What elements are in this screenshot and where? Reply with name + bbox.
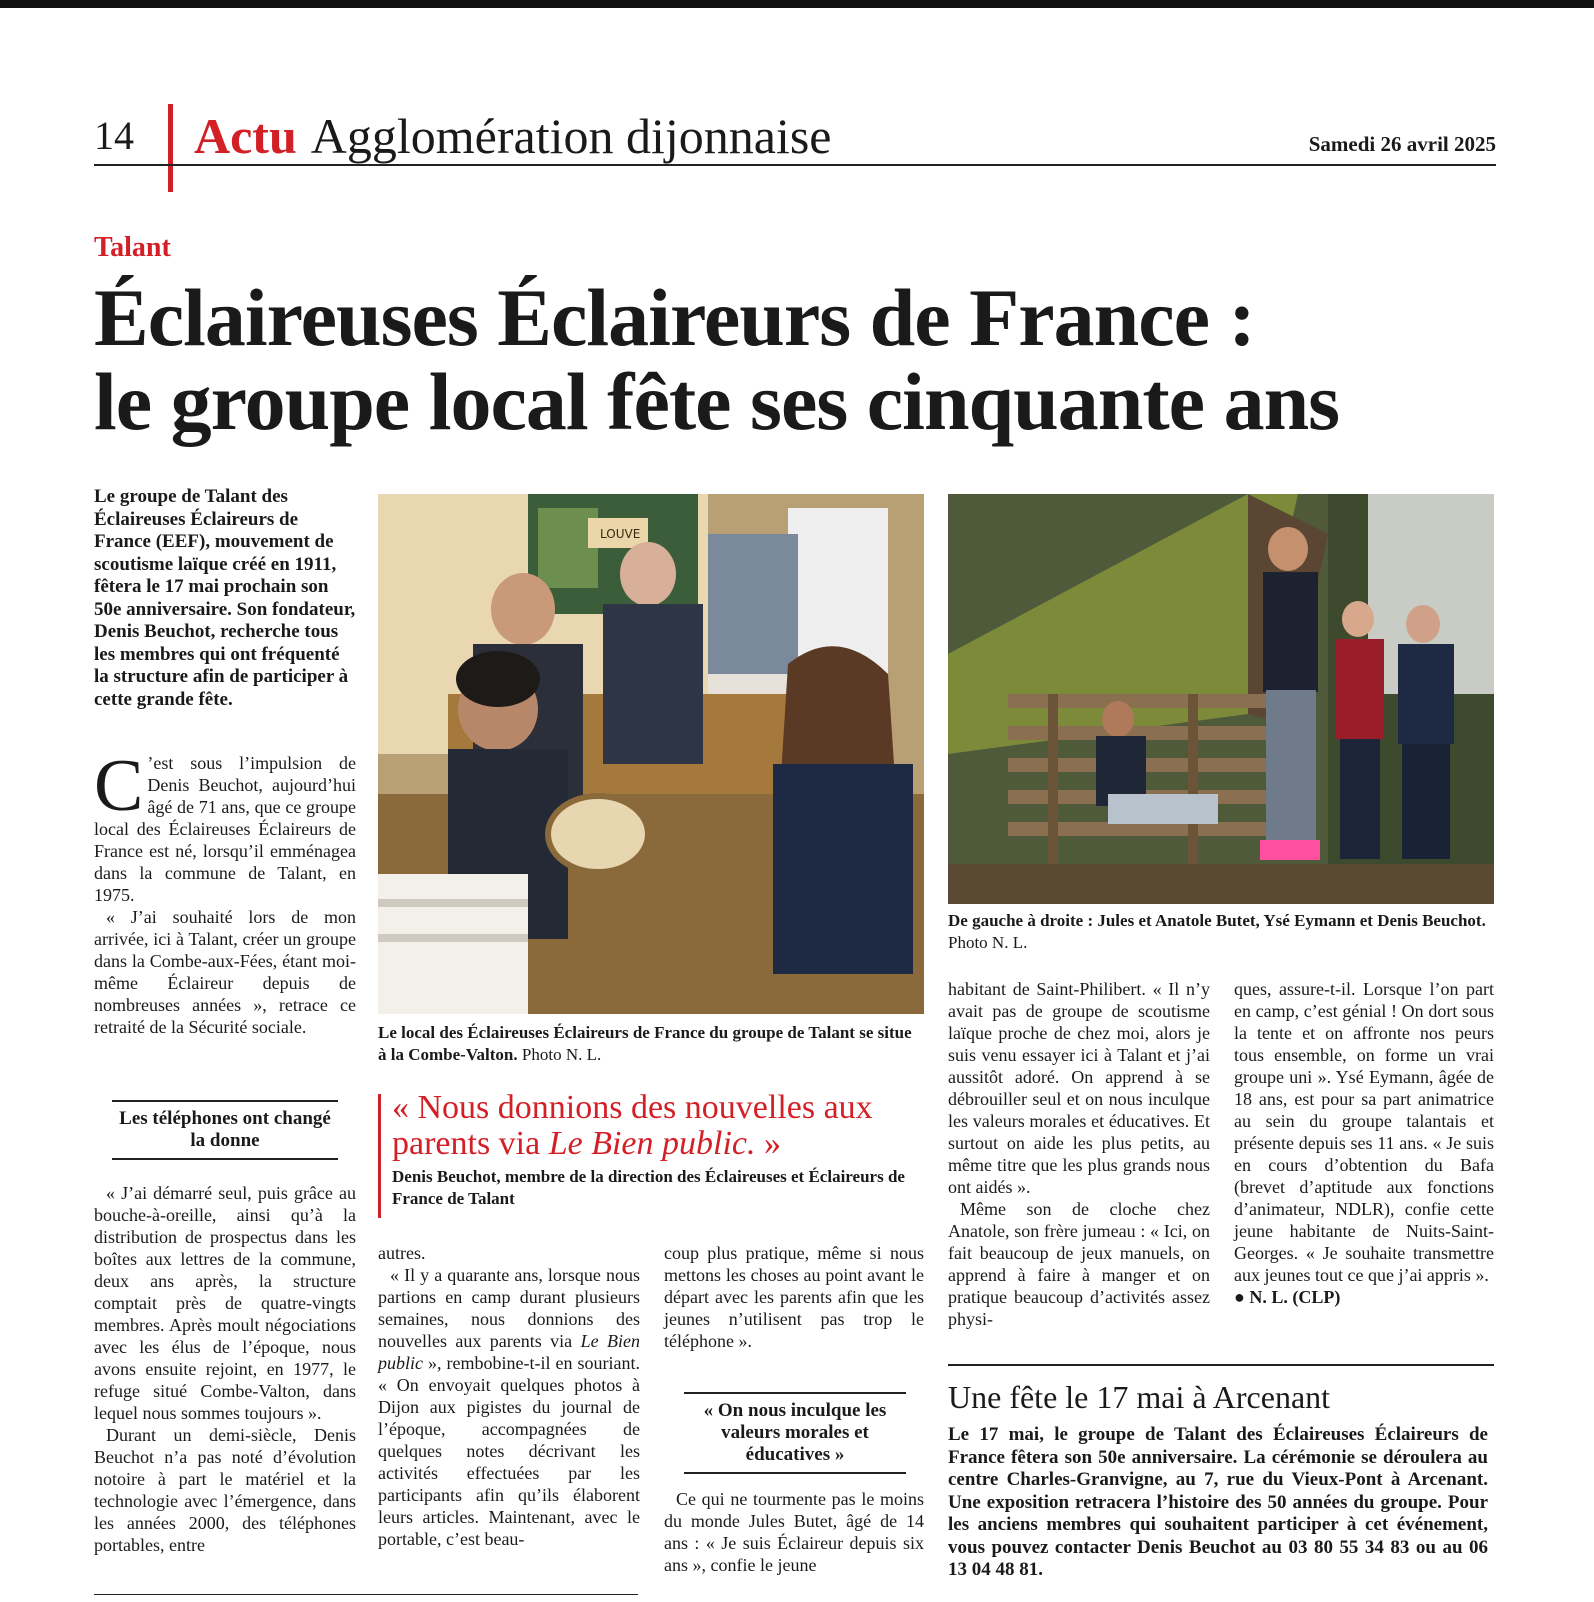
photo-1-credit: Photo N. L. [521, 1045, 602, 1064]
column-3-bottom [664, 1488, 924, 1576]
photo-local-interior [378, 494, 924, 1014]
paragraph: Même son de cloche chez Anatole, son frère jumeau : « Ici, on fait beaucoup de jeux manuels, on apprend à faire à manger et on pratique beaucoup d’activités assez physi- [948, 1199, 1210, 1329]
section-marker [168, 104, 173, 192]
box-body: Le 17 mai, le groupe de Talant des Éclaireuses Éclaireurs de France fêtera son 50e anniversaire. La cérémonie se déroulera au centre Charles-Granvigne, au 7, rue du Vieux-Pont à Arcenant. Une exposition retracera l’histoire des 50 années du groupe. Pour les anciens membres qui souhaitent participer à cet événement, vous pouvez contacter Denis Beuchot au 03 80 55 34 83 ou au 06 13 04 48 81. [948, 1424, 1488, 1580]
paragraph: « Il y a quarante ans, lorsque nous partions en camp durant plusieurs semaines, nous donnions des nouvelles aux parents via Le Bien public », rembobine-t-il en souriant. « On envoyait quelques photos à Dijon aux pigistes du journal de l’époque, accompagnées de quelques notes décrivant les activités effectuées par les participants afin qu’ils élaborent leurs articles. Maintenant, avec le portable, c’est beau- [378, 1265, 640, 1549]
photo-2-caption: De gauche à droite : Jules et Anatole Butet, Ysé Eymann et Denis Beuchot. Photo N. L. [948, 911, 1486, 952]
paragraph: C ’est sous l’impulsion de Denis Beuchot, aujourd’hui âgé de 71 ans, que ce groupe local des Éclaireuses Éclaireurs de France est né, lorsqu’il emménagea dans la commune de Talant, en 1975. [94, 745, 356, 905]
headline [94, 272, 1514, 447]
column-5 [1234, 978, 1494, 1308]
page-number: 14 [94, 113, 134, 158]
pull-quote: « Nous donnions des nouvelles aux parents via Le Bien public. » [392, 1089, 873, 1162]
photo-2-credit: Photo N. L. [948, 933, 1028, 952]
headline-line-2: le groupe local fête ses cinquante ans [94, 356, 1340, 447]
quote-marker [378, 1094, 381, 1218]
section-label: Actu [194, 108, 297, 164]
paragraph: ques, assure-t-il. Lorsque l’on part en camp, c’est génial ! On dort sous la tente et on affronte nos peurs tous ensemble, on forme un vrai groupe uni ». Ysé Eymann, âgée de 18 ans, est pour sa part animatrice au sein du groupe talantais et présente depuis ses 11 ans. « Je suis en cours d’obtention du Bafa (brevet d’aptitude aux fonctions d’animateur, NDLR), confie cette jeune habitante de Nuits-Saint-Georges. « Je souhaite transmettre aux jeunes tout ce que j’ai appris ». [1234, 979, 1494, 1285]
photo-hut-group [948, 494, 1494, 904]
footer-rule [94, 1594, 638, 1595]
paragraph: « J’ai souhaité lors de mon arrivée, ici à Talant, créer un groupe dans la Combe-aux-Fées, étant moi-même Éclaireur depuis de nombreuses années », retrace ce retraité de la Sécurité sociale. [94, 907, 356, 1037]
column-1-bottom [94, 1182, 356, 1556]
box-title: Une fête le 17 mai à Arcenant [948, 1379, 1331, 1415]
box-rule [948, 1364, 1494, 1366]
kicker: Talant [94, 232, 171, 263]
column-4 [948, 978, 1210, 1330]
paragraph: autres. [378, 1243, 426, 1263]
intertitle-2: « On nous inculque les valeurs morales et éducatives » [684, 1392, 906, 1474]
column-3-top [664, 1242, 924, 1352]
intertitle-1: Les téléphones ont changé la donne [112, 1100, 338, 1160]
headline-line-1: Éclaireuses Éclaireurs de France : [94, 272, 1255, 363]
wall-sign: LOUVE [600, 527, 641, 541]
photo-1-caption: Le local des Éclaireuses Éclaireurs de France du groupe de Talant se situe à la Combe-Valton. Photo N. L. [378, 1023, 912, 1064]
paragraph: habitant de Saint-Philibert. « Il n’y avait pas de groupe de scoutisme laïque proche de chez moi, alors je suis venu essayer ici à Talant et j’ai aussitôt adoré. On apprend à se débrouiller seul et on nous inculque les valeurs morales et éducatives. Et surtout on aide les plus petits, au même titre que les plus grands nous ont aidés ». [948, 979, 1210, 1197]
section-rubric [194, 106, 832, 166]
top-border [0, 0, 1594, 8]
paragraph: Durant un demi-siècle, Denis Beuchot n’a pas noté d’évolution notoire à part le matériel et la technologie avec l’émergence, dans les années 2000, des téléphones portables, entre [94, 1425, 356, 1555]
drop-cap: C [94, 745, 144, 827]
pull-quote-source: Denis Beuchot, membre de la direction des Éclaireuses et Éclaireurs de France de Talant [392, 1167, 905, 1208]
column-2 [378, 1242, 640, 1550]
column-1-top [94, 745, 356, 1038]
issue-date: Samedi 26 avril 2025 [1308, 132, 1496, 156]
paragraph: Ce qui ne tourmente pas le moins du monde Jules Butet, âgé de 14 ans : « Je suis Éclaireur depuis six ans », confie le jeune [664, 1489, 924, 1575]
subsection-label: Agglomération dijonnaise [310, 108, 832, 164]
lead-paragraph: Le groupe de Talant des Éclaireuses Éclaireurs de France (EEF), mouvement de scoutisme laïque créé en 1911, fêtera le 17 mai prochain son 50e anniversaire. Son fondateur, Denis Beuchot, recherche tous les membres qui ont fréquenté la structure afin de participer à cette grande fête. [94, 486, 356, 710]
paragraph: coup plus pratique, même si nous mettons les choses au point avant le départ avec les parents afin que les jeunes n’utilisent pas trop le téléphone ». [664, 1243, 924, 1351]
author-signature: ● N. L. (CLP) [1234, 1287, 1341, 1307]
header-rule [94, 164, 1496, 166]
paragraph: « J’ai démarré seul, puis grâce au bouche-à-oreille, ainsi qu’à la distribution de prospectus dans les boîtes aux lettres de la commune, deux ans après, la structure comptait près de quatre-vingts membres. Après moult négociations avec les élus de l’époque, nous avons ensuite rejoint, en 1977, le refuge situé Combe-Valton, dans lequel nous sommes toujours ». [94, 1183, 356, 1423]
